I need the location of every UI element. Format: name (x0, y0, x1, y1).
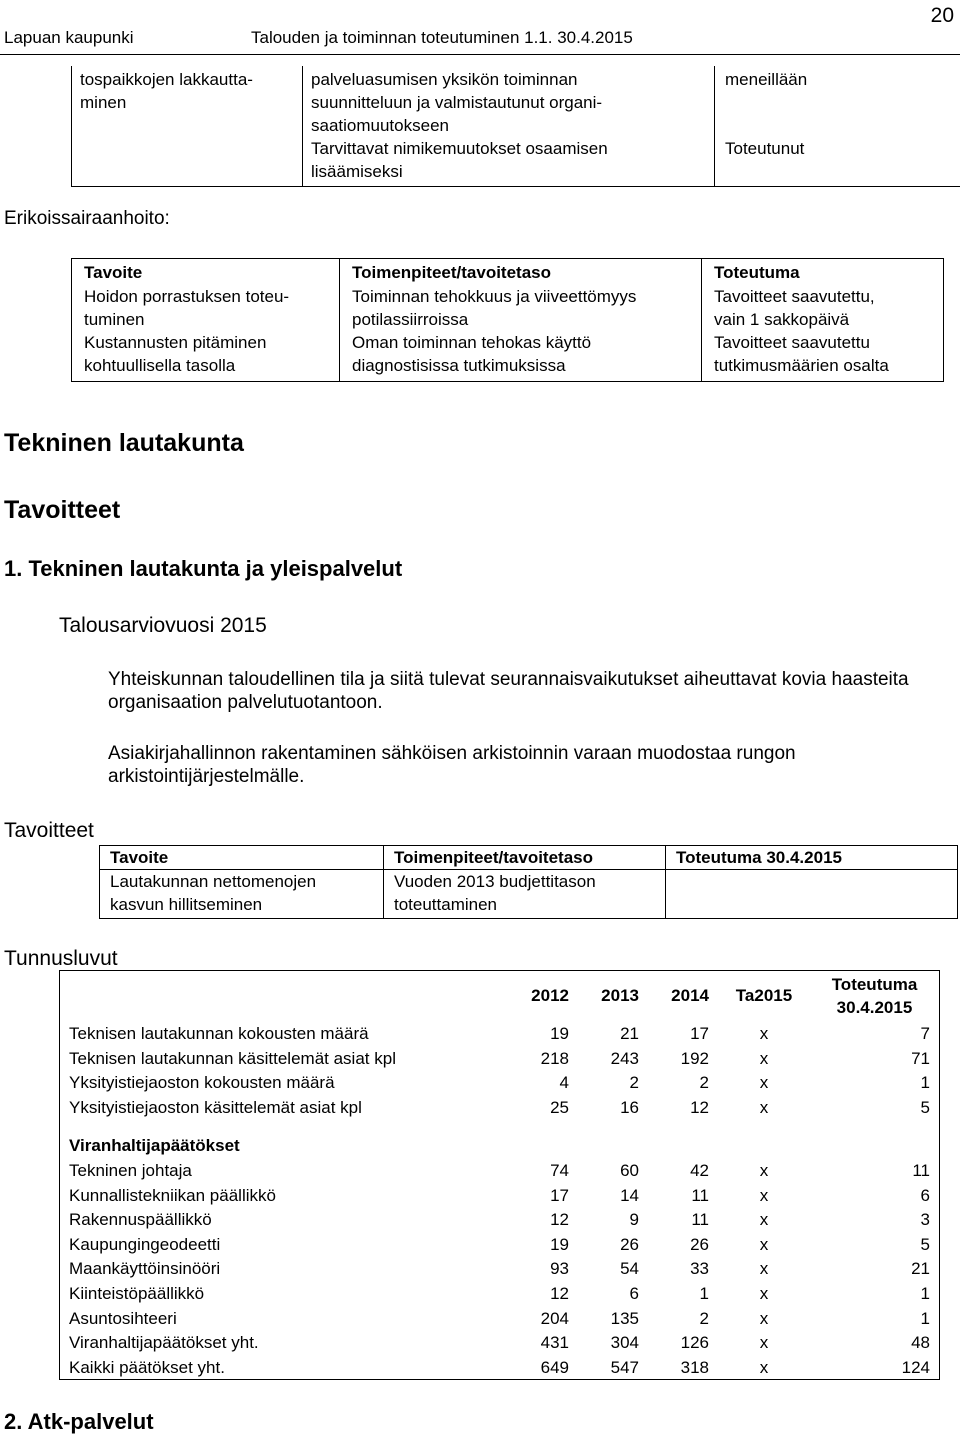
col-header: Toteutuma (702, 259, 944, 285)
paragraph-archiving: Asiakirjahallinnon rakentaminen sähköisen arkistoinnin varaan muodostaa rungon arkistointijärjestelmälle. (108, 743, 796, 787)
text-line: minen (80, 93, 127, 112)
row-label: Kaupungingeodeetti (69, 1234, 221, 1254)
text-line: suunnitteluun ja valmistautunut organi- (311, 93, 603, 112)
table-row (59, 1331, 940, 1356)
value-actual: 3 (920, 1210, 930, 1230)
action-cell (303, 66, 715, 187)
value-2013: 2 (629, 1073, 639, 1093)
table-row (59, 1356, 940, 1381)
col-header: Toimenpiteet/tavoitetaso (384, 846, 666, 870)
text-line: toteuttaminen (394, 895, 498, 914)
col-header-actual (809, 970, 940, 1022)
value-2013: 54 (620, 1259, 639, 1279)
value-2013: 304 (610, 1333, 639, 1353)
text-line: Hoidon porrastuksen toteu- (84, 286, 290, 306)
col-header-2013: 2013 (601, 985, 639, 1005)
spacer (725, 91, 960, 137)
kpi-label: Tunnusluvut (4, 947, 118, 970)
kpi-header-blank (59, 970, 509, 1022)
value-2012: 19 (550, 1234, 569, 1254)
text-line: kohtuullisella tasolla (84, 355, 236, 375)
value-2013: 26 (620, 1234, 639, 1254)
text-line: tuminen (84, 309, 145, 329)
value-actual: 7 (920, 1024, 930, 1043)
value-ta2015: x (759, 1234, 769, 1254)
table-row (59, 1184, 940, 1209)
text-line: tutkimusmäärien osalta (714, 355, 889, 375)
value-2014: 11 (691, 1185, 709, 1205)
value-actual: 1 (920, 1308, 930, 1328)
value-2014: 2 (699, 1073, 709, 1093)
value-ta2015: x (759, 1160, 769, 1180)
row-label: Teknisen lautakunnan kokousten määrä (69, 1024, 369, 1043)
row-label: Teknisen lautakunnan käsittelemät asiat kpl (69, 1048, 396, 1068)
value-ta2015: x (759, 1283, 769, 1303)
value-2012: 218 (540, 1048, 569, 1068)
row-label: Kaikki päätökset yht. (69, 1357, 225, 1377)
value-2014: 1 (699, 1283, 709, 1303)
value-ta2015: x (759, 1259, 769, 1279)
col-header-2014: 2014 (671, 985, 709, 1005)
value-2012: 431 (540, 1333, 569, 1353)
header-line: Toteutuma (831, 975, 918, 994)
text-line: palveluasumisen yksikön toiminnan (311, 70, 578, 89)
section-label-erikoissairaanhoito: Erikoissairaanhoito: (4, 208, 170, 229)
next-section-heading: 2. Atk-palvelut (4, 1409, 154, 1434)
row-label: Yksityistiejaoston käsittelemät asiat kpl (69, 1097, 362, 1117)
value-2013: 547 (610, 1357, 639, 1377)
table-row (59, 1022, 940, 1047)
value-2012: 25 (550, 1097, 569, 1117)
value-2012: 19 (550, 1024, 569, 1043)
value-2014: 33 (690, 1259, 709, 1279)
text-line: Kustannusten pitäminen (84, 332, 267, 352)
value-actual: 1 (920, 1073, 930, 1093)
value-2012: 649 (540, 1357, 569, 1377)
value-actual: 124 (901, 1357, 930, 1377)
row-label: Rakennuspäällikkö (69, 1210, 212, 1230)
kpi-subheading: Viranhaltijapäätökset (69, 1136, 240, 1156)
value-2013: 9 (629, 1210, 639, 1230)
row-label: Viranhaltijapäätökset yht. (69, 1333, 259, 1353)
text-line: Vuoden 2013 budjettitason (394, 872, 596, 891)
header-title: Talouden ja toiminnan toteutuminen 1.1. 30.4.2015 (251, 28, 633, 47)
text-line: Tavoitteet saavutettu (714, 332, 870, 352)
result-cell (702, 285, 944, 331)
table-row (59, 1047, 940, 1072)
goals-heading: Tavoitteet (4, 496, 121, 524)
text-line: tospaikkojen lakkautta- (80, 70, 253, 89)
result-cell (702, 331, 944, 382)
text-line: potilassiirroissa (352, 309, 469, 329)
value-2012: 93 (550, 1259, 569, 1279)
value-2013: 21 (620, 1024, 639, 1043)
col-header: Tavoite (72, 259, 340, 285)
row-label: Kiinteistöpäällikkö (69, 1283, 205, 1303)
text-line: saatiomuutokseen (311, 116, 449, 135)
value-2014: 17 (690, 1024, 709, 1043)
value-ta2015: x (759, 1024, 769, 1043)
row-label: Yksityistiejaoston kokousten määrä (69, 1073, 335, 1093)
value-2012: 4 (559, 1073, 569, 1093)
kpi-table (59, 970, 940, 1380)
table-row (59, 1282, 940, 1307)
header-divider (0, 54, 960, 55)
value-ta2015: x (759, 1048, 769, 1068)
goals-label: Tavoitteet (4, 819, 94, 842)
text-line: kasvun hillitseminen (110, 895, 263, 914)
value-actual: 5 (920, 1097, 930, 1117)
text-line: Tavoitteet saavutettu, (714, 286, 875, 306)
value-ta2015: x (759, 1210, 769, 1230)
value-2012: 74 (550, 1160, 569, 1180)
value-actual: 5 (920, 1234, 930, 1254)
sub-heading: 1. Tekninen lautakunta ja yleispalvelut (4, 556, 403, 581)
status-text: meneillään (725, 70, 808, 89)
value-2013: 243 (610, 1048, 639, 1068)
budget-year-heading: Talousarviovuosi 2015 (59, 614, 267, 637)
goal-cell (72, 285, 340, 331)
value-2014: 26 (690, 1234, 709, 1254)
page-number: 20 (930, 4, 954, 27)
action-cell (384, 870, 666, 919)
value-actual: 11 (912, 1160, 930, 1180)
value-ta2015: x (759, 1185, 769, 1205)
header-line: 30.4.2015 (836, 998, 913, 1017)
status-cell (715, 66, 960, 187)
value-actual: 48 (911, 1333, 930, 1353)
col-header: Tavoite (100, 846, 384, 870)
value-2013: 14 (620, 1185, 639, 1205)
col-header: Toteutuma 30.4.2015 (666, 846, 958, 870)
value-2014: 318 (680, 1357, 709, 1377)
table-row (59, 1233, 940, 1258)
value-2013: 6 (629, 1283, 639, 1303)
goal-cell (72, 66, 303, 187)
continued-goals-table (71, 66, 960, 187)
value-2013: 135 (610, 1308, 639, 1328)
value-2014: 126 (680, 1333, 709, 1353)
table-row (59, 1257, 940, 1282)
result-cell (666, 870, 958, 919)
action-cell (340, 331, 702, 382)
table-row (59, 1096, 940, 1121)
col-header-2012: 2012 (531, 985, 569, 1005)
text-line: lisäämiseksi (311, 162, 403, 181)
goals-table (99, 845, 958, 919)
erikoissairaanhoito-table (71, 258, 944, 382)
value-ta2015: x (759, 1308, 769, 1328)
col-header-ta2015: Ta2015 (735, 985, 793, 1005)
value-2013: 60 (620, 1160, 639, 1180)
action-cell (340, 285, 702, 331)
value-2012: 204 (540, 1308, 569, 1328)
value-ta2015: x (759, 1073, 769, 1093)
value-ta2015: x (759, 1333, 769, 1353)
row-label: Maankäyttöinsinööri (69, 1259, 221, 1279)
table-row (59, 1208, 940, 1233)
text-line: Oman toiminnan tehokas käyttö (352, 332, 592, 352)
paragraph-economy: Yhteiskunnan taloudellinen tila ja siitä tulevat seurannaisvaikutukset aiheuttavat kovia haasteita organisaation palvelutuotantoon. (108, 669, 909, 713)
value-ta2015: x (759, 1357, 769, 1377)
value-2012: 17 (550, 1185, 569, 1205)
text-line: Tarvittavat nimikemuutokset osaamisen (311, 139, 608, 158)
row-label: Tekninen johtaja (69, 1160, 192, 1180)
row-label: Asuntosihteeri (69, 1308, 177, 1328)
value-ta2015: x (759, 1097, 769, 1117)
value-2014: 42 (690, 1160, 709, 1180)
value-2014: 12 (690, 1097, 709, 1117)
header-municipality: Lapuan kaupunki (4, 28, 134, 47)
spacer (59, 1120, 940, 1134)
goal-cell (100, 870, 384, 919)
page-title: Tekninen lautakunta (4, 429, 244, 457)
col-header: Toimenpiteet/tavoitetaso (340, 259, 702, 285)
row-label: Kunnallistekniikan päällikkö (69, 1185, 276, 1205)
table-row (59, 1071, 940, 1096)
value-2014: 11 (691, 1210, 709, 1230)
value-actual: 6 (920, 1185, 930, 1205)
goal-cell (72, 331, 340, 382)
value-actual: 71 (911, 1048, 930, 1068)
table-row (59, 1307, 940, 1332)
value-actual: 1 (920, 1283, 930, 1303)
text-line: vain 1 sakkopäivä (714, 309, 850, 329)
value-2014: 2 (699, 1308, 709, 1328)
value-2013: 16 (620, 1097, 639, 1117)
text-line: Lautakunnan nettomenojen (110, 872, 317, 891)
value-actual: 21 (911, 1259, 930, 1279)
table-row (59, 1159, 940, 1184)
value-2012: 12 (550, 1210, 569, 1230)
spacer (725, 160, 960, 169)
status-text: Toteutunut (725, 139, 805, 158)
text-line: diagnostisissa tutkimuksissa (352, 355, 566, 375)
value-2014: 192 (680, 1048, 709, 1068)
text-line: Toiminnan tehokkuus ja viiveettömyys (352, 286, 637, 306)
value-2012: 12 (550, 1283, 569, 1303)
